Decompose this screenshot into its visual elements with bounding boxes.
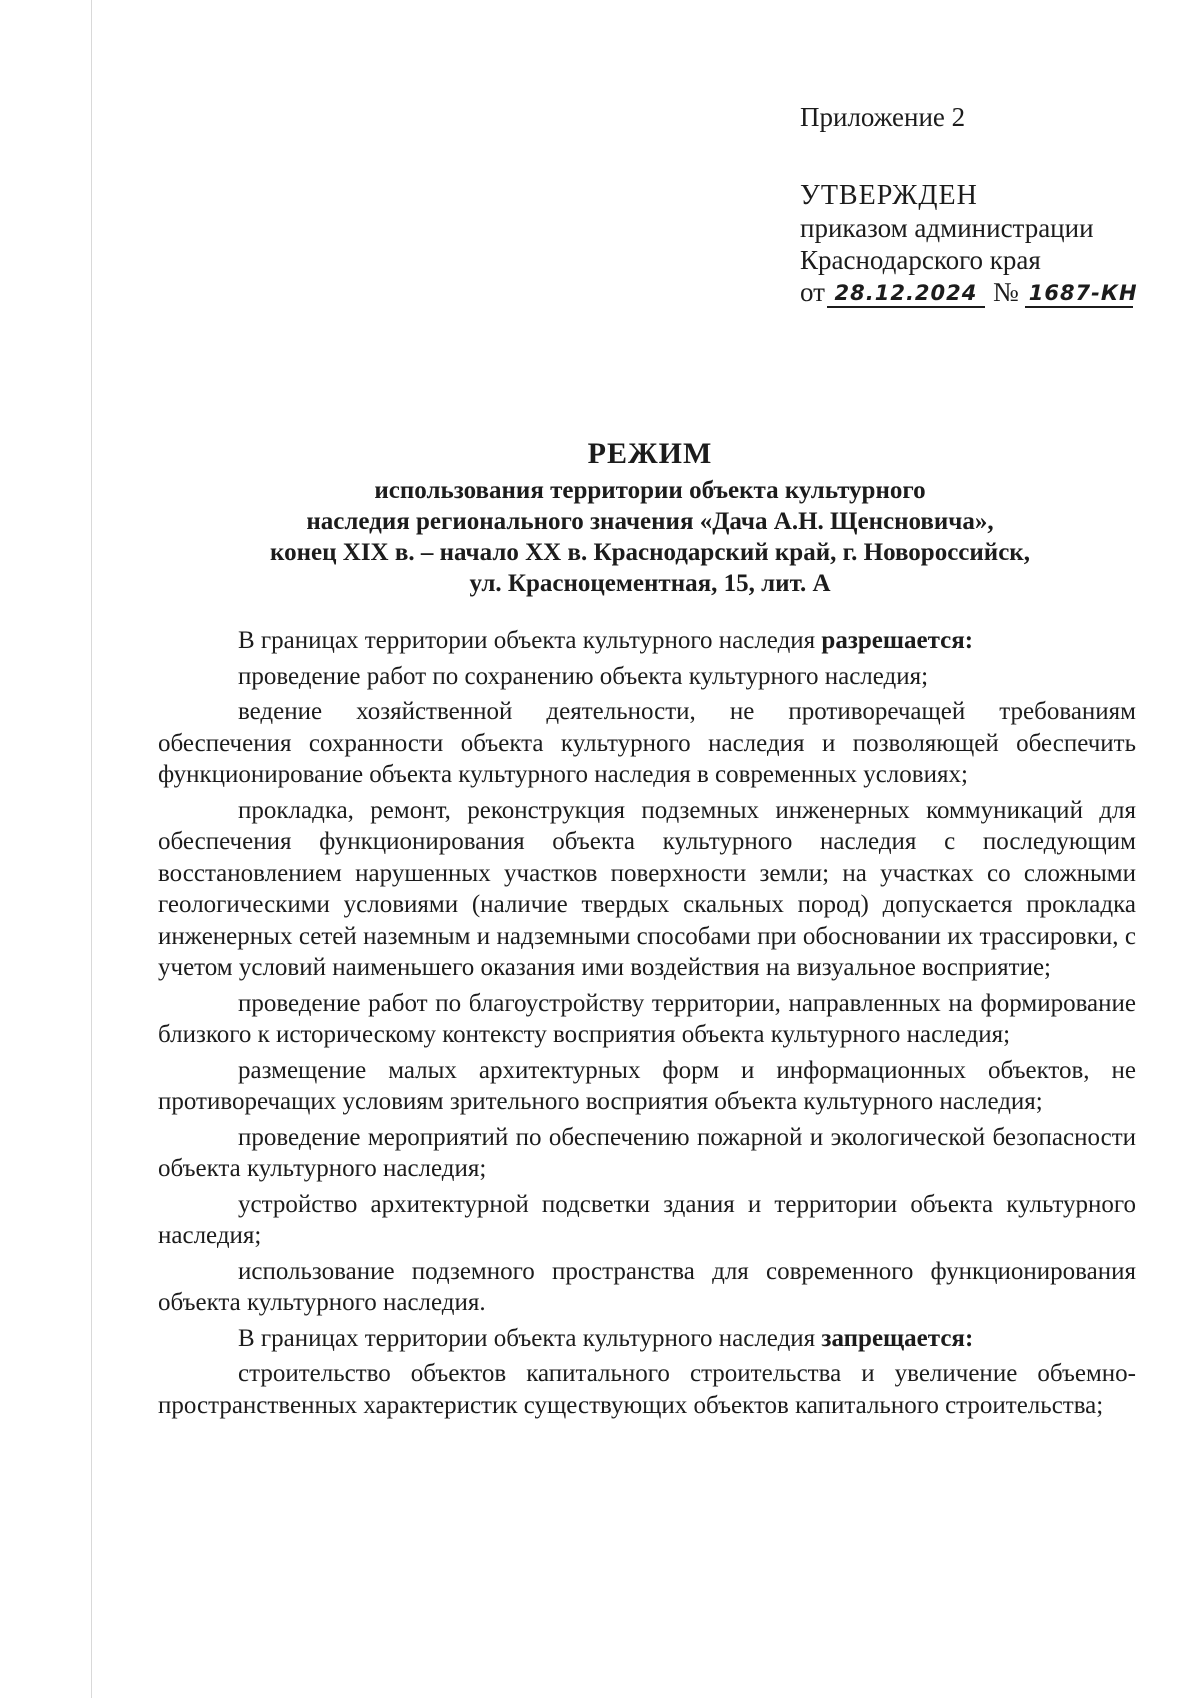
- page-margin-line: [91, 0, 92, 1698]
- title-line-3: конец XIX в. – начало XX в. Краснодарский край, г. Новороссийск,: [270, 539, 1030, 566]
- allowed-keyword: разрешается:: [821, 627, 974, 654]
- title-line-4: ул. Красноцементная, 15, лит. А: [469, 570, 831, 597]
- handwritten-order-number: 1687-КН: [1025, 280, 1133, 308]
- allowed-item: устройство архитектурной подсветки здания и территории объекта культурного наследия;: [158, 1190, 1136, 1249]
- order-date-number-line: [800, 276, 1138, 308]
- title-line-2: наследия регионального значения «Дача А.Н. Щенсновича»,: [306, 508, 994, 535]
- allowed-item: размещение малых архитектурных форм и информационных объектов, не противоречащих условиям зрительного восприятия объекта культурного наследия;: [158, 1056, 1136, 1115]
- allowed-item: ведение хозяйственной деятельности, не противоречащей требованиям обеспечения сохранности объекта культурного наследия и позволяющей обеспечить функционирование объекта культурного наследия в современных условиях;: [158, 698, 1136, 788]
- document-body: [158, 625, 1136, 1425]
- title-line-1: использования территории объекта культурного: [374, 477, 926, 504]
- approval-line-2: Краснодарского края: [800, 245, 1041, 275]
- number-sign: №: [992, 277, 1019, 307]
- forbidden-intro-text: В границах территории объекта культурного наследия: [238, 1324, 816, 1352]
- title-main: РЕЖИМ: [587, 437, 713, 470]
- allowed-item: проведение мероприятий по обеспечению пожарной и экологической безопасности объекта культурного наследия;: [158, 1123, 1136, 1182]
- forbidden-item: строительство объектов капитального строительства и увеличение объемно-пространственных характеристик существующих объектов капитального строительства;: [158, 1360, 1136, 1419]
- allowed-item: проведение работ по благоустройству территории, направленных на формирование близкого к историческому контексту восприятия объекта культурного наследия;: [158, 989, 1136, 1048]
- approval-line-1: приказом администрации: [800, 213, 1094, 243]
- forbidden-intro-paragraph: [158, 1323, 1136, 1355]
- allowed-intro-paragraph: [158, 625, 1136, 657]
- date-prefix: от: [800, 277, 825, 307]
- allowed-item: проведение работ по сохранению объекта культурного наследия;: [238, 662, 929, 690]
- handwritten-date: 28.12.2024: [827, 280, 985, 308]
- allowed-intro-text: В границах территории объекта культурного наследия: [238, 627, 816, 654]
- document-title: [150, 438, 1150, 599]
- approval-block: [800, 180, 1138, 308]
- approval-title: УТВЕРЖДЕН: [800, 180, 978, 211]
- allowed-item: использование подземного пространства для современного функционирования объекта культурного наследия.: [158, 1257, 1136, 1316]
- appendix-label: Приложение 2: [800, 102, 966, 132]
- allowed-item: прокладка, ремонт, реконструкция подземных инженерных коммуникаций для обеспечения функционирования объекта культурного наследия с последующим восстановлением нарушенных участков поверхности земли; на участках со сложными геологическими условиями (наличие твердых скальных пород) допускается прокладка инженерных сетей наземным и надземными способами при обосновании их трассировки, с учетом условий наименьшего оказания ими воздействия на визуальное восприятие;: [158, 796, 1136, 981]
- forbidden-keyword: запрещается:: [821, 1324, 974, 1352]
